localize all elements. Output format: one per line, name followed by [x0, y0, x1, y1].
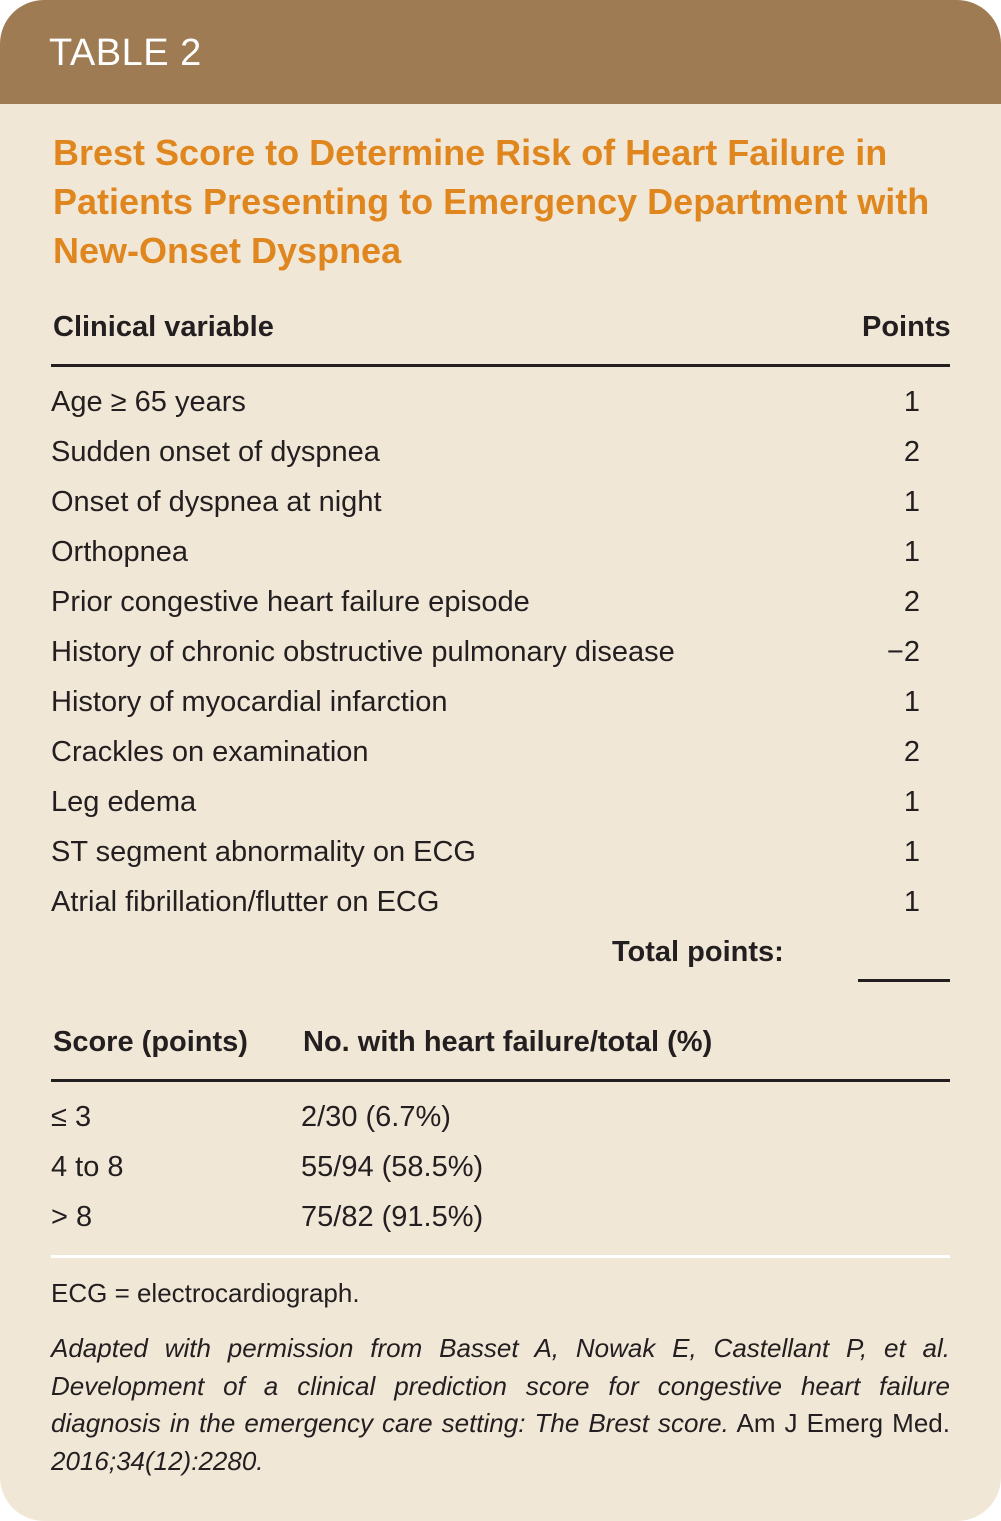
- citation-text: Adapted with permission from Basset A, Nowak E, Castellant P, et al. Development of a clinical prediction score for congestive heart failure diagnosis in the emergency care setting: The Brest score.: [51, 1333, 950, 1438]
- table-row-variable: ST segment abnormality on ECG: [51, 836, 476, 868]
- table-row-result: 2/30 (6.7%): [301, 1101, 451, 1133]
- table-row-points: 1: [903, 486, 920, 518]
- table-title: Brest Score to Determine Risk of Heart Failure in Patients Presenting to Emergency Department with New-Onset Dyspnea: [53, 132, 930, 271]
- total-points-label: Total points:: [612, 936, 784, 968]
- footer-rule: [51, 1255, 950, 1258]
- table-row-variable: Sudden onset of dyspnea: [51, 436, 380, 468]
- table-row-points: 1: [903, 836, 920, 868]
- citation-volume: 2016;34(12):2280.: [51, 1445, 264, 1476]
- table-row-variable: Leg edema: [51, 786, 197, 818]
- table-row-points: 1: [903, 686, 920, 718]
- table-row-variable: Atrial fibrillation/flutter on ECG: [51, 886, 440, 918]
- table-row-result: 75/82 (91.5%): [301, 1201, 484, 1233]
- column-header-score: Score (points): [53, 1026, 248, 1058]
- table-row-variable: Crackles on examination: [51, 736, 369, 768]
- table-row-variable: History of myocardial infarction: [51, 686, 448, 718]
- table-row-variable: Onset of dyspnea at night: [51, 486, 382, 518]
- table-row-points: 1: [903, 536, 920, 568]
- table-row-score: ≤ 3: [51, 1101, 92, 1133]
- total-points-blank: [858, 979, 950, 982]
- table-row-points: 1: [903, 886, 920, 918]
- table-row-variable: History of chronic obstructive pulmonary disease: [51, 636, 675, 668]
- table-row-variable: Age ≥ 65 years: [51, 386, 246, 418]
- table-row-points: 2: [903, 436, 920, 468]
- table-row-result: 55/94 (58.5%): [301, 1151, 484, 1183]
- table-row-points: 1: [903, 386, 920, 418]
- column-header-points: Points: [862, 311, 951, 343]
- table-row-points: 1: [903, 786, 920, 818]
- table-row-points: −2: [886, 636, 920, 668]
- citation-journal: Am J Emerg Med.: [736, 1408, 950, 1438]
- header-rule-2: [51, 1079, 950, 1082]
- table-row-points: 2: [903, 586, 920, 618]
- header-rule: [51, 364, 950, 367]
- column-header-result: No. with heart failure/total (%): [303, 1026, 713, 1058]
- table-label: TABLE 2: [49, 32, 202, 74]
- table-row-score: 4 to 8: [51, 1151, 124, 1183]
- citation: [51, 1330, 950, 1480]
- footnote: ECG = electrocardiograph.: [51, 1278, 360, 1308]
- table-row-score: > 8: [51, 1201, 93, 1233]
- column-header-variable: Clinical variable: [53, 311, 274, 343]
- table-header-bar: [0, 0, 1001, 104]
- table-row-variable: Orthopnea: [51, 536, 189, 568]
- table-row-variable: Prior congestive heart failure episode: [51, 586, 530, 618]
- table-row-points: 2: [903, 736, 920, 768]
